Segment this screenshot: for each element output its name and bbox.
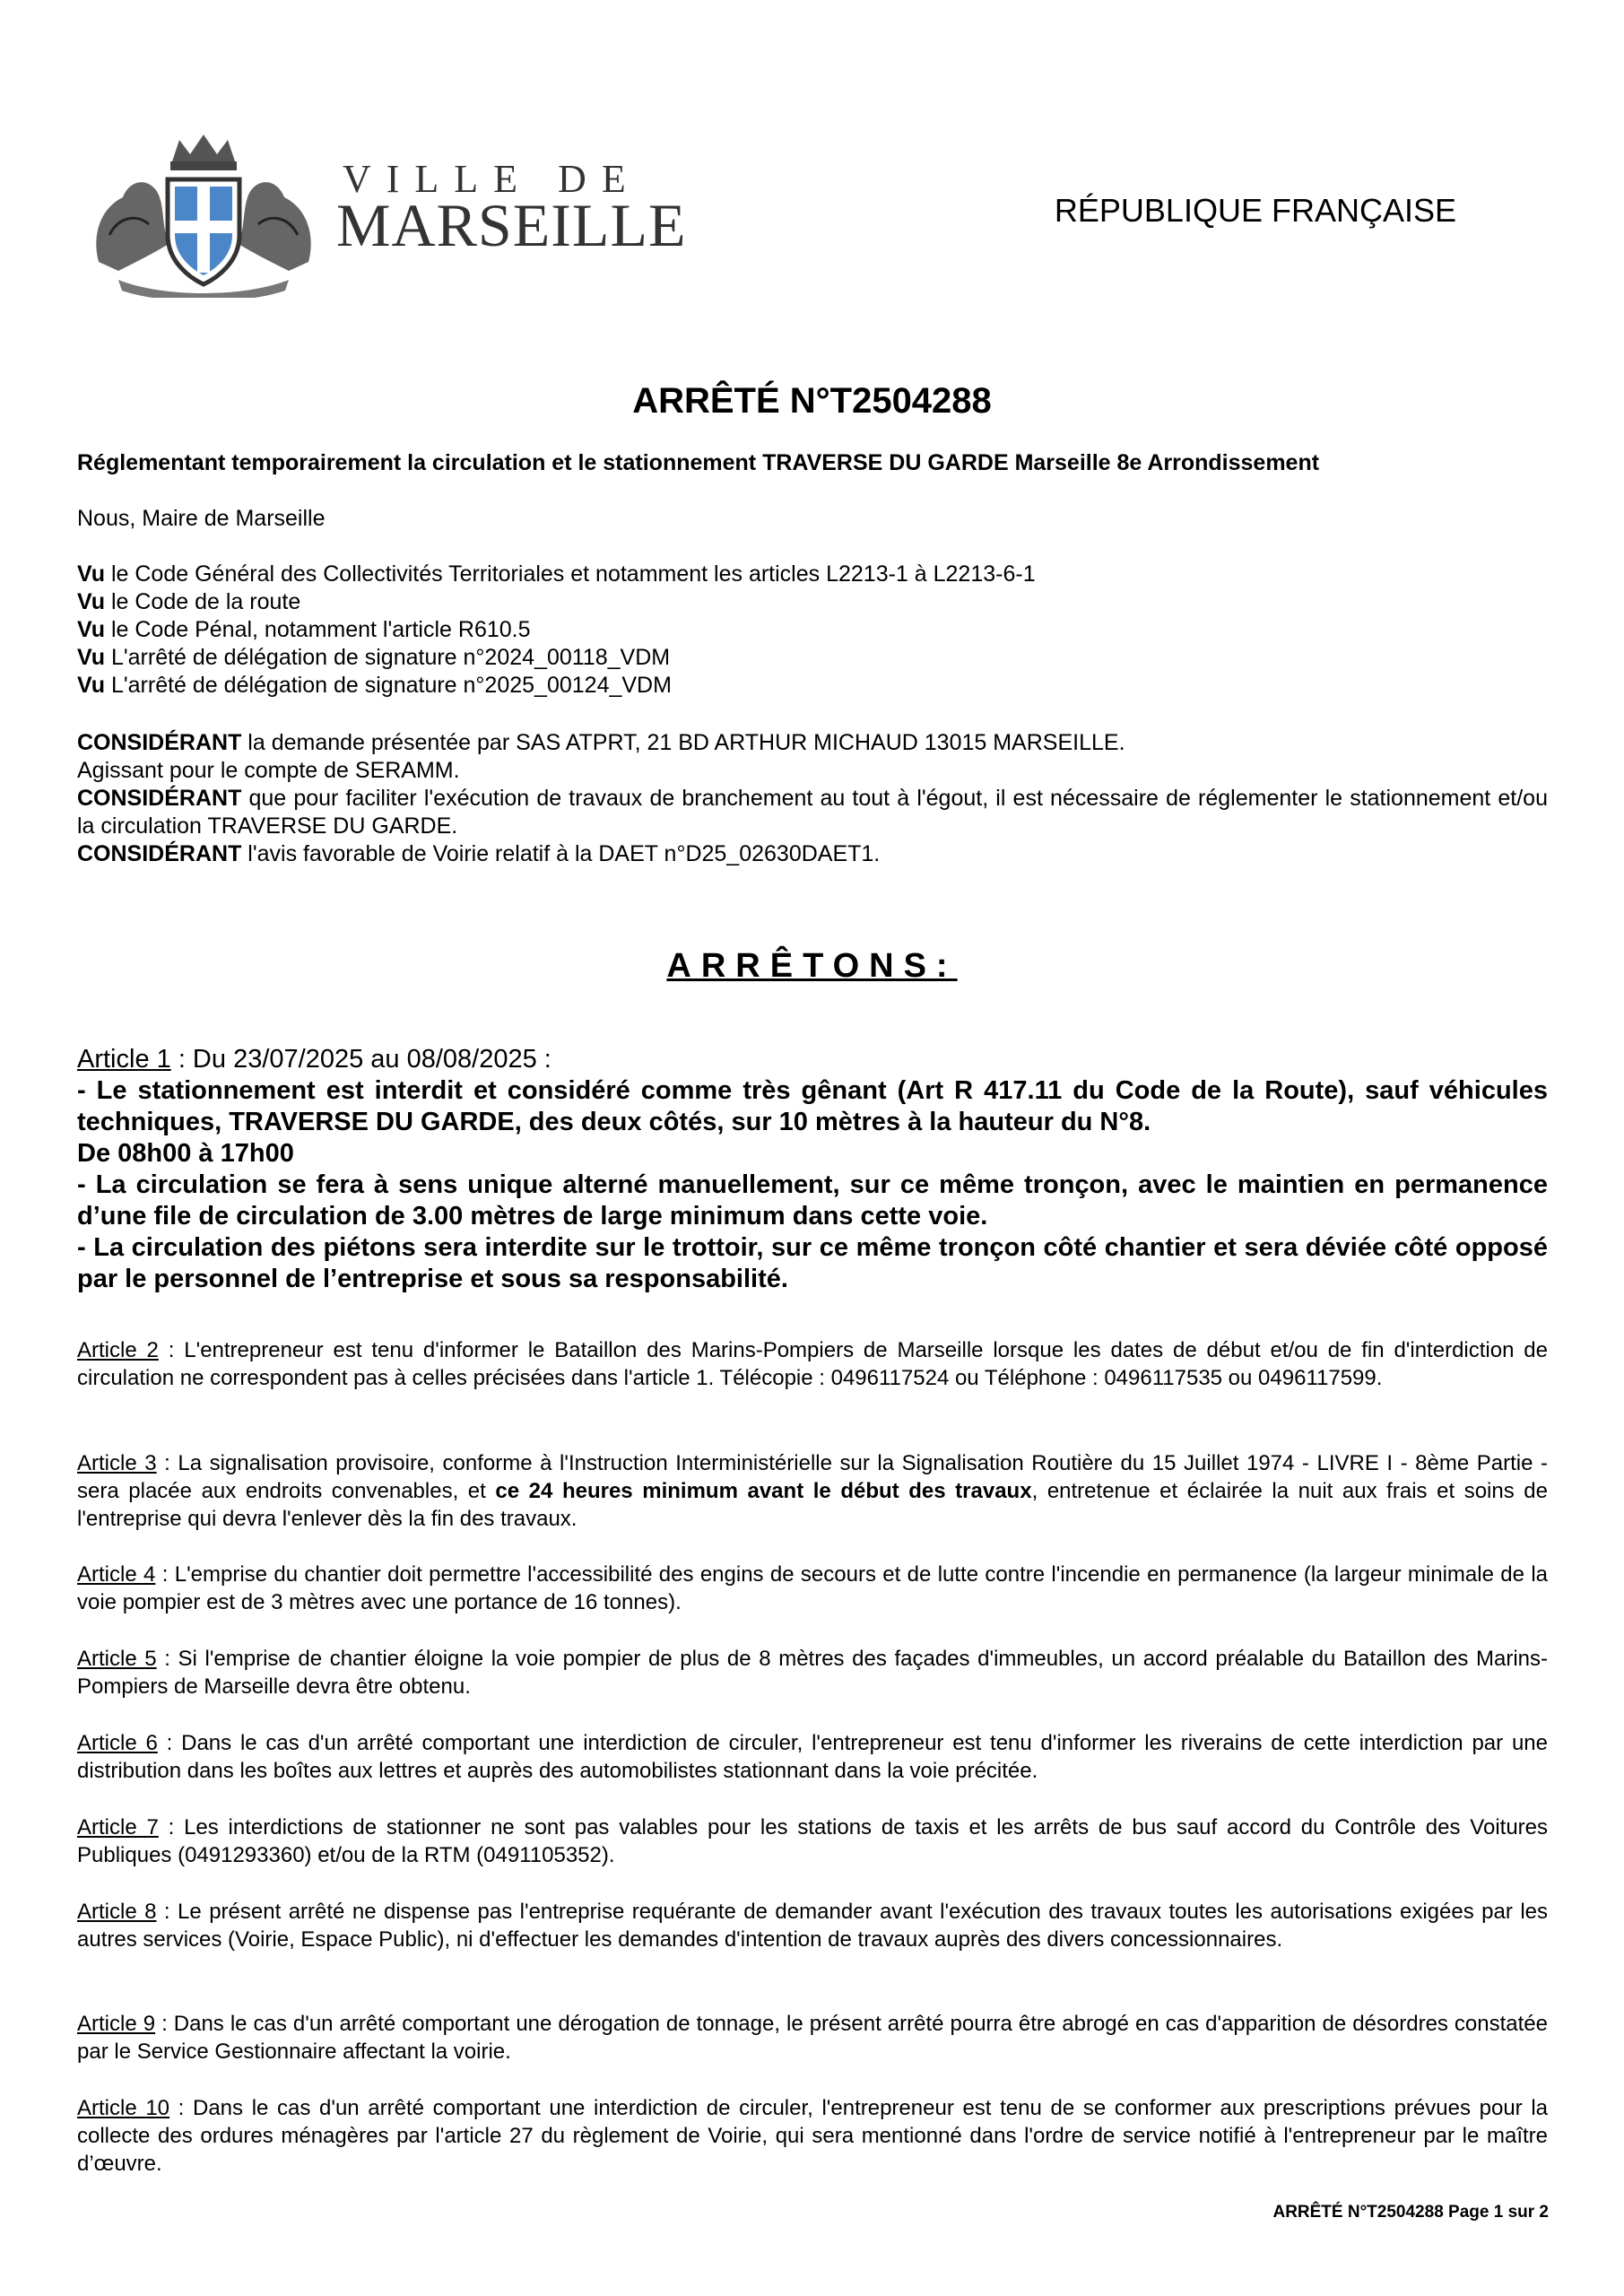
article-text: : Les interdictions de stationner ne sont pas valables pour les stations de taxis et les arrêts de bus sauf accord du Contrôle des Voitures Publiques (0491293360) et/ou de la RTM (0491105352).	[77, 1815, 1549, 1867]
article-label: Article 10	[77, 2096, 170, 2120]
arretons-heading	[0, 947, 1624, 986]
article-text: : La signalisation provisoire, conforme à l'Instruction Interministérielle sur la Signalisation Routière du 15 Juillet 1974 - LIVRE I - 8ème Partie - sera placée aux endroits convenables, et	[77, 1451, 1549, 1503]
vu-text: le Code Pénal, notamment l'article R610.5	[105, 617, 531, 642]
vu-line	[77, 616, 531, 644]
article-1-traffic: - La circulation se fera à sens unique alterné manuellement, sur ce même tronçon, avec le maintien en permanence d’une file de circulation de 3.00 mètres de large minimum dans cette voie.	[77, 1170, 1548, 1231]
article-7	[77, 1813, 1548, 1869]
article-label: Article 7	[77, 1815, 159, 1839]
vu-line	[77, 561, 1036, 588]
considerant-2	[77, 785, 1548, 840]
vu-text: L'arrêté de délégation de signature n°2025_00124_VDM	[105, 673, 672, 698]
agissant-line: Agissant pour le compte de SERAMM.	[77, 758, 460, 783]
article-text: : Le présent arrêté ne dispense pas l'entreprise requérante de demander avant l'exécution des travaux toutes les autorisations exigées par les autres services (Voirie, Espace Public), ni d'effectuer les demandes d'intention de travaux auprès des divers concessionnaires.	[77, 1900, 1548, 1952]
article-label: Article 3	[77, 1451, 157, 1475]
page-footer: ARRÊTÉ N°T2504288 Page 1 sur 2	[1272, 2203, 1549, 2222]
article-1-parking: - Le stationnement est interdit et considéré comme très gênant (Art R 417.11 du Code de la Route), sauf véhicules techniques, TRAVERSE DU GARDE, des deux côtés, sur 10 mètres à la hauteur du N°8.	[77, 1076, 1548, 1136]
article-3	[77, 1449, 1548, 1533]
article-2	[77, 1336, 1548, 1392]
article-1-heading	[77, 1044, 1548, 1075]
vu-word: Vu	[77, 589, 106, 614]
considerant-text: que pour faciliter l'exécution de travaux de branchement au tout à l'égout, il est nécessaire de réglementer le stationnement et/ou la circulation TRAVERSE DU GARDE.	[77, 786, 1548, 839]
article-text: : Dans le cas d'un arrêté comportant une dérogation de tonnage, le présent arrêté pourra être abrogé en cas d'apparition de désordres constatée par le Service Gestionnaire affectant la voirie.	[77, 2012, 1549, 2064]
article-5	[77, 1645, 1548, 1700]
article-1-dates: : Du 23/07/2025 au 08/08/2025 :	[170, 1045, 551, 1074]
article-text: : Si l'emprise de chantier éloigne la voie pompier de plus de 8 mètres des façades d'immeubles, un accord préalable du Bataillon des Marins-Pompiers de Marseille devra être obtenu.	[77, 1647, 1549, 1699]
vu-line	[77, 672, 672, 700]
republic-label: RÉPUBLIQUE FRANÇAISE	[1054, 192, 1456, 229]
document-subtitle: Réglementant temporairement la circulation et le stationnement TRAVERSE DU GARDE Marseille 8e Arrondissement	[77, 450, 1320, 475]
article-label: Article 2	[77, 1338, 159, 1362]
vu-word: Vu	[77, 561, 106, 587]
coat-of-arms-icon	[83, 127, 325, 298]
vu-word: Vu	[77, 673, 106, 698]
article-label: Article 4	[77, 1562, 156, 1587]
article-text: : Dans le cas d'un arrêté comportant une interdiction de circuler, l'entrepreneur est tenu de se conformer aux prescriptions prévues pour la collecte des ordures ménagères par l'article 27 du règlement de Voirie, qui sera mentionné dans l'ordre de service notifié à l'entrepreneur par le maître d’œuvre.	[77, 2096, 1548, 2176]
logo-line-ville-de: VILLE DE	[343, 157, 641, 201]
vu-text: le Code de la route	[105, 589, 301, 614]
article-4	[77, 1561, 1548, 1616]
vu-line	[77, 644, 670, 672]
article-text: : L'entrepreneur est tenu d'informer le Bataillon des Marins-Pompiers de Marseille lorsque les dates de début et/ou de fin d'interdiction de circulation ne correspondent pas à celles précisées dans l'article 1. Télécopie : 0496117524 ou Téléphone : 0496117535 ou 0496117599.	[77, 1338, 1548, 1390]
article-text: : Dans le cas d'un arrêté comportant une interdiction de circuler, l'entrepreneur est tenu d'informer les riverains de cette interdiction par une distribution dans les boîtes aux lettres et auprès des automobilistes stationnant dans la voie précitée.	[77, 1731, 1548, 1783]
considerant-word: CONSIDÉRANT	[77, 786, 242, 811]
intro-line: Nous, Maire de Marseille	[77, 506, 326, 531]
article-1-hours: De 08h00 à 17h00	[77, 1139, 294, 1168]
considerant-text: la demande présentée par SAS ATPRT, 21 BD ARTHUR MICHAUD 13015 MARSEILLE.	[241, 730, 1125, 755]
vu-line	[77, 588, 300, 616]
considerant-3	[77, 840, 880, 868]
article-text-bold: ce 24 heures minimum avant le début des travaux	[495, 1479, 1032, 1503]
considerant-text: l'avis favorable de Voirie relatif à la DAET n°D25_02630DAET1.	[241, 841, 881, 866]
city-logo	[83, 127, 687, 298]
vu-text: le Code Général des Collectivités Territoriales et notamment les articles L2213-1 à L2213-6-1	[105, 561, 1036, 587]
considerant-1	[77, 729, 1125, 757]
article-8	[77, 1898, 1548, 1953]
considerant-word: CONSIDÉRANT	[77, 730, 242, 755]
article-10	[77, 2094, 1548, 2178]
article-label: Article 1	[77, 1045, 171, 1074]
article-label: Article 8	[77, 1900, 157, 1924]
considerant-word: CONSIDÉRANT	[77, 841, 242, 866]
article-1-pedestrians: - La circulation des piétons sera interdite sur le trottoir, sur ce même tronçon côté chantier et sera déviée côté opposé par le personnel de l’entreprise et sous sa responsabilité.	[77, 1233, 1548, 1293]
document-title: ARRÊTÉ N°T2504288	[632, 381, 992, 421]
article-label: Article 5	[77, 1647, 157, 1671]
article-text: : L'emprise du chantier doit permettre l'accessibilité des engins de secours et de lutte contre l'incendie en permanence (la largeur minimale de la voie pompier est de 3 mètres avec une portance de 16 tonnes).	[77, 1562, 1548, 1614]
article-label: Article 9	[77, 2012, 156, 2036]
vu-word: Vu	[77, 645, 106, 670]
vu-word: Vu	[77, 617, 106, 642]
arretons-text: ARRÊTONS:	[666, 947, 958, 985]
article-1	[77, 1044, 1548, 1295]
logo-line-marseille: MARSEILLE	[336, 191, 687, 259]
article-label: Article 6	[77, 1731, 158, 1755]
vu-text: L'arrêté de délégation de signature n°2024_00118_VDM	[105, 645, 671, 670]
article-6	[77, 1729, 1548, 1785]
article-text: , entretenue et éclairée la nuit aux frais et soins de l'entreprise qui devra l'enlever dès la fin des travaux.	[77, 1479, 1548, 1531]
article-9	[77, 2010, 1548, 2066]
